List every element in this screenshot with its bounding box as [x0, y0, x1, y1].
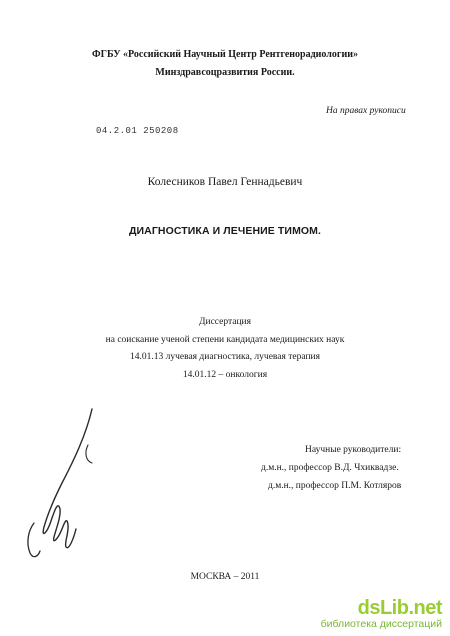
handwritten-signature — [14, 405, 104, 565]
specialty-line-2: 14.01.12 – онкология — [182, 370, 268, 380]
watermark-logo: dsLib.net — [357, 597, 442, 619]
thesis-title: ДИАГНОСТИКА И ЛЕЧЕНИЕ ТИМОМ. — [128, 225, 322, 237]
rights-note: На правах рукописи — [326, 106, 406, 116]
supervisor-2: д.м.н., профессор П.М. Котляров — [268, 481, 402, 491]
watermark — [321, 598, 442, 630]
document-type: Диссертация — [199, 317, 251, 327]
author-name: Колесников Павел Геннадьевич — [147, 176, 303, 188]
supervisor-1: д.м.н., профессор В.Д. Чхиквадзе. — [261, 463, 399, 473]
registration-stamp: 04.2.01 250208 — [96, 126, 179, 136]
organization-name: ФГБУ «Российский Научный Центр Рентгенорадиологии» — [92, 49, 358, 60]
watermark-caption: библиотека диссертаций — [320, 618, 442, 630]
degree-line: на соискание ученой степени кандидата медицинских наук — [105, 335, 345, 345]
ministry-name: Минздравсоцразвития России. — [155, 67, 295, 78]
specialty-line-1: 14.01.13 лучевая диагностика, лучевая терапия — [130, 352, 320, 362]
city-year: МОСКВА – 2011 — [190, 572, 260, 582]
supervisors-heading: Научные руководители: — [305, 445, 402, 455]
